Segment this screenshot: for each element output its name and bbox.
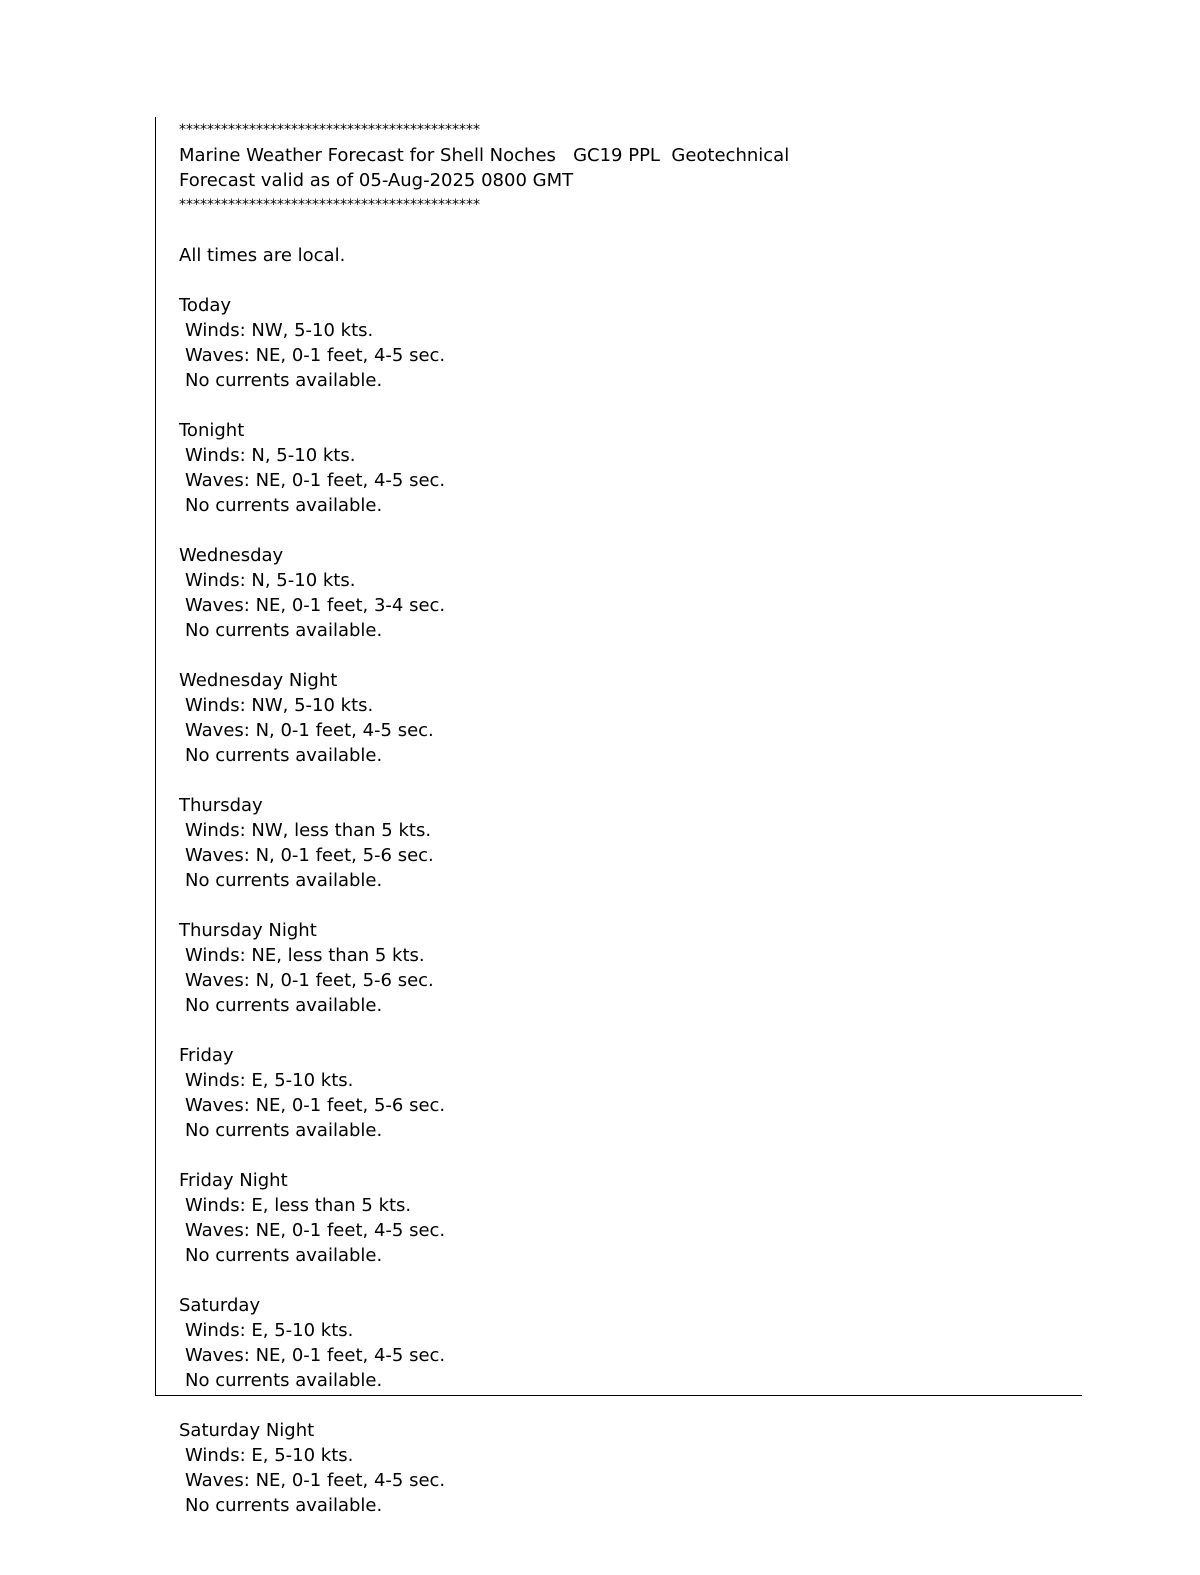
period-waves: Waves: NE, 0-1 feet, 4-5 sec. <box>185 1345 446 1366</box>
forecast-valid-time: Forecast valid as of 05-Aug-2025 0800 GMT <box>179 170 574 191</box>
forecast-period <box>179 543 1079 668</box>
period-currents: No currents available. <box>185 870 383 891</box>
forecast-title: Marine Weather Forecast for Shell Noches GC19 PPL Geotechnical <box>179 145 790 166</box>
times-note: All times are local. <box>179 245 346 266</box>
period-name: Friday <box>179 1045 234 1066</box>
spacer <box>179 893 1079 918</box>
period-winds: Winds: E, 5-10 kts. <box>185 1445 354 1466</box>
period-winds: Winds: NW, 5-10 kts. <box>185 695 374 716</box>
period-winds: Winds: E, less than 5 kts. <box>185 1195 412 1216</box>
period-name: Wednesday <box>179 545 284 566</box>
forecast-period <box>179 793 1079 918</box>
period-waves: Waves: NE, 0-1 feet, 4-5 sec. <box>185 1470 446 1491</box>
period-name: Tonight <box>179 420 245 441</box>
spacer <box>179 1393 1079 1418</box>
forecast-period <box>179 1043 1079 1168</box>
period-winds: Winds: NE, less than 5 kts. <box>185 945 425 966</box>
period-name: Thursday <box>179 795 263 816</box>
forecast-period <box>179 1418 1079 1518</box>
period-waves: Waves: NE, 0-1 feet, 3-4 sec. <box>185 595 446 616</box>
period-currents: No currents available. <box>185 370 383 391</box>
period-currents: No currents available. <box>185 1370 383 1391</box>
frame-left-border <box>155 117 156 1396</box>
spacer <box>179 643 1079 668</box>
spacer <box>179 1143 1079 1168</box>
period-waves: Waves: N, 0-1 feet, 5-6 sec. <box>185 970 434 991</box>
period-name: Today <box>179 295 232 316</box>
forecast-document <box>179 118 1079 1518</box>
period-currents: No currents available. <box>185 1495 383 1516</box>
period-waves: Waves: N, 0-1 feet, 4-5 sec. <box>185 720 434 741</box>
period-waves: Waves: NE, 0-1 feet, 4-5 sec. <box>185 1220 446 1241</box>
period-winds: Winds: N, 5-10 kts. <box>185 445 356 466</box>
spacer <box>179 268 1079 293</box>
period-winds: Winds: NW, less than 5 kts. <box>185 820 432 841</box>
header-stars-bottom: ******************************************* <box>179 197 480 213</box>
spacer <box>179 518 1079 543</box>
spacer <box>179 1268 1079 1293</box>
period-winds: Winds: N, 5-10 kts. <box>185 570 356 591</box>
period-currents: No currents available. <box>185 745 383 766</box>
period-waves: Waves: N, 0-1 feet, 5-6 sec. <box>185 845 434 866</box>
header-stars-top: ******************************************* <box>179 122 480 138</box>
forecast-period <box>179 1293 1079 1418</box>
spacer <box>179 218 1079 243</box>
period-name: Friday Night <box>179 1170 288 1191</box>
forecast-period <box>179 418 1079 543</box>
forecast-period <box>179 918 1079 1043</box>
period-name: Saturday Night <box>179 1420 315 1441</box>
period-name: Wednesday Night <box>179 670 338 691</box>
spacer <box>179 393 1079 418</box>
period-waves: Waves: NE, 0-1 feet, 4-5 sec. <box>185 470 446 491</box>
forecast-period <box>179 1168 1079 1293</box>
period-name: Thursday Night <box>179 920 317 941</box>
period-currents: No currents available. <box>185 995 383 1016</box>
forecast-period <box>179 668 1079 793</box>
period-winds: Winds: E, 5-10 kts. <box>185 1070 354 1091</box>
period-currents: No currents available. <box>185 1120 383 1141</box>
spacer <box>179 768 1079 793</box>
period-waves: Waves: NE, 0-1 feet, 4-5 sec. <box>185 345 446 366</box>
forecast-period <box>179 293 1079 418</box>
period-waves: Waves: NE, 0-1 feet, 5-6 sec. <box>185 1095 446 1116</box>
period-currents: No currents available. <box>185 1245 383 1266</box>
period-winds: Winds: E, 5-10 kts. <box>185 1320 354 1341</box>
period-currents: No currents available. <box>185 620 383 641</box>
period-currents: No currents available. <box>185 495 383 516</box>
period-name: Saturday <box>179 1295 261 1316</box>
spacer <box>179 1018 1079 1043</box>
period-winds: Winds: NW, 5-10 kts. <box>185 320 374 341</box>
